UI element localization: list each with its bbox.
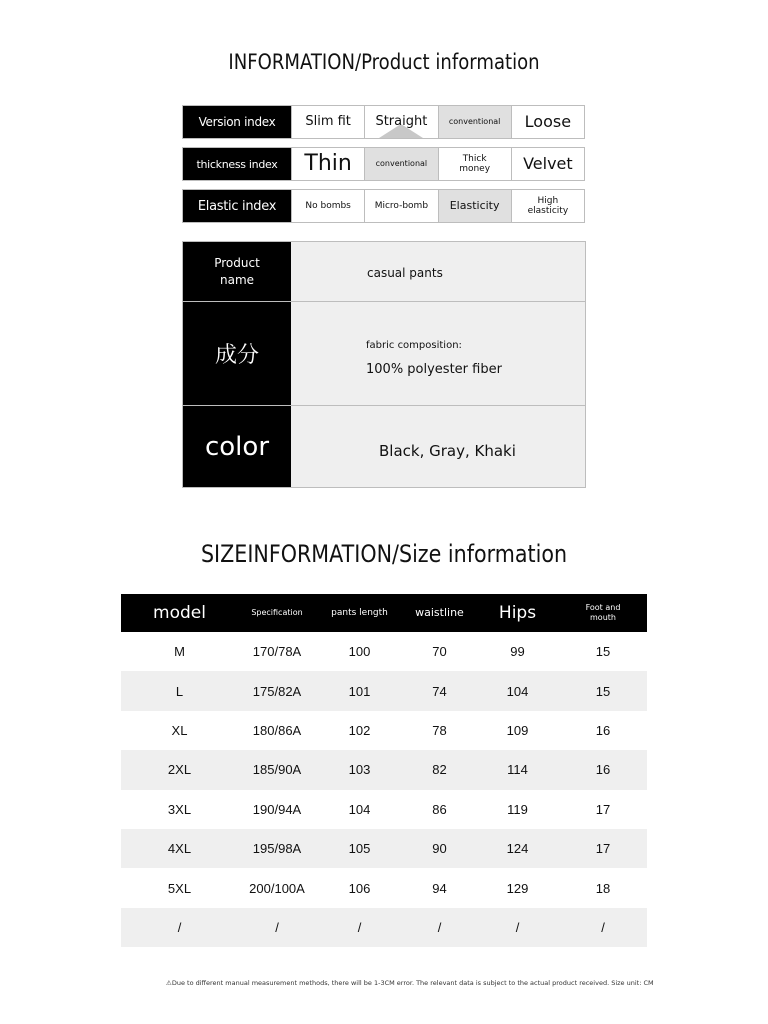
table-cell: 104: [348, 801, 371, 817]
table-cell: 102: [348, 722, 371, 738]
thickness-option-thin: Thin: [291, 148, 364, 180]
table-cell: 15: [559, 671, 647, 710]
table-row: [121, 790, 647, 829]
table-cell: 129: [506, 880, 529, 896]
thickness-index-label: thickness index: [183, 148, 291, 180]
table-cell: 5XL: [167, 880, 192, 896]
table-cell: 4XL: [121, 829, 238, 868]
header-hips: Hips: [476, 594, 559, 632]
version-option-slim-fit: Slim fit: [291, 106, 364, 138]
table-row: [121, 868, 647, 907]
table-cell: 114: [476, 750, 559, 789]
table-cell: 175/82A: [238, 671, 316, 710]
product-name-label: Product name: [183, 242, 291, 301]
size-title: SIZEINFORMATION/Size information: [200, 540, 568, 568]
table-cell: 190/94A: [252, 801, 302, 817]
table-row: [121, 632, 647, 671]
table-cell: 105: [316, 829, 403, 868]
table-cell: 16: [595, 722, 611, 738]
table-cell: 86: [432, 801, 447, 817]
table-cell: 119: [507, 801, 528, 817]
elastic-index-row: [182, 189, 585, 223]
product-name-cell: [291, 242, 585, 301]
table-cell: 180/86A: [252, 722, 302, 738]
table-cell: 17: [595, 801, 611, 817]
table-cell: L: [121, 671, 238, 710]
header-foot-and-mouth: Foot and mouth: [559, 594, 647, 632]
composition-row: [183, 302, 585, 406]
version-index-label: Version index: [183, 106, 291, 138]
table-cell: 15: [595, 644, 611, 660]
thickness-option-velvet: Velvet: [511, 148, 584, 180]
table-cell: 104: [476, 671, 559, 710]
table-cell: /: [559, 908, 647, 947]
table-cell: 99: [510, 644, 525, 660]
color-value: Black, Gray, Khaki: [379, 442, 516, 460]
table-cell: /: [403, 908, 476, 947]
table-cell: 100: [348, 644, 371, 660]
version-option-loose: Loose: [511, 106, 584, 138]
table-cell: /: [476, 908, 559, 947]
table-cell: 101: [316, 671, 403, 710]
table-cell: 195/98A: [238, 829, 316, 868]
header-waistline: waistline: [403, 594, 476, 632]
version-index-row: [182, 105, 585, 139]
table-cell: 94: [432, 880, 447, 896]
table-row: [121, 671, 647, 710]
table-row: [121, 908, 647, 947]
table-cell: M: [174, 644, 185, 660]
table-cell: /: [316, 908, 403, 947]
info-title: INFORMATION/Product information: [228, 50, 540, 74]
header-pants-length: pants length: [316, 594, 403, 632]
table-cell: 124: [476, 829, 559, 868]
table-cell: 2XL: [121, 750, 238, 789]
header-model: model: [121, 594, 238, 632]
table-cell: 70: [432, 644, 447, 660]
table-cell: 109: [506, 722, 529, 738]
thickness-index-row: [182, 147, 585, 181]
header-specification: Specification: [238, 594, 316, 632]
elastic-option-no-bombs: No bombs: [291, 190, 364, 222]
table-cell: 170/78A: [252, 644, 302, 660]
elastic-index-label: Elastic index: [183, 190, 291, 222]
elastic-option-elasticity: Elasticity: [438, 190, 511, 222]
thickness-option-thick-money: Thick money: [438, 148, 511, 180]
table-cell: /: [121, 908, 238, 947]
table-cell: 16: [559, 750, 647, 789]
table-cell: 78: [432, 722, 447, 738]
product-info-table: [182, 241, 586, 488]
table-cell: 82: [403, 750, 476, 789]
version-option-conventional: conventional: [438, 106, 511, 138]
version-option-straight: Straight: [364, 106, 437, 138]
table-cell: 3XL: [167, 801, 192, 817]
table-cell: 106: [348, 880, 371, 896]
table-cell: 200/100A: [249, 880, 305, 896]
composition-cell: [291, 302, 585, 405]
composition-value: 100% polyester fiber: [366, 362, 502, 377]
table-cell: 90: [403, 829, 476, 868]
table-row: [121, 711, 647, 750]
table-cell: 185/90A: [238, 750, 316, 789]
elastic-option-high-elasticity: High elasticity: [511, 190, 584, 222]
composition-label: 成分: [183, 302, 291, 405]
table-row: [121, 829, 647, 868]
table-cell: 18: [595, 880, 611, 896]
color-cell: [291, 406, 585, 487]
thickness-option-conventional: conventional: [364, 148, 437, 180]
table-cell: 74: [403, 671, 476, 710]
size-table-header: [121, 594, 647, 632]
table-cell: XL: [171, 722, 188, 738]
color-row: [183, 406, 585, 487]
elastic-option-micro-bomb: Micro-bomb: [364, 190, 437, 222]
table-cell: 17: [559, 829, 647, 868]
measurement-footnote: ⚠Due to different manual measurement methods, there will be 1-3CM error. The relevant data is subject to the actual product received. Size unit: CM: [166, 979, 654, 987]
product-name-row: [183, 242, 585, 302]
composition-heading: fabric composition:: [366, 340, 462, 351]
table-cell: /: [238, 908, 316, 947]
product-name-value: casual pants: [367, 266, 443, 280]
size-table: [121, 594, 647, 947]
color-label: color: [183, 406, 291, 487]
table-cell: 103: [316, 750, 403, 789]
table-row: [121, 750, 647, 789]
